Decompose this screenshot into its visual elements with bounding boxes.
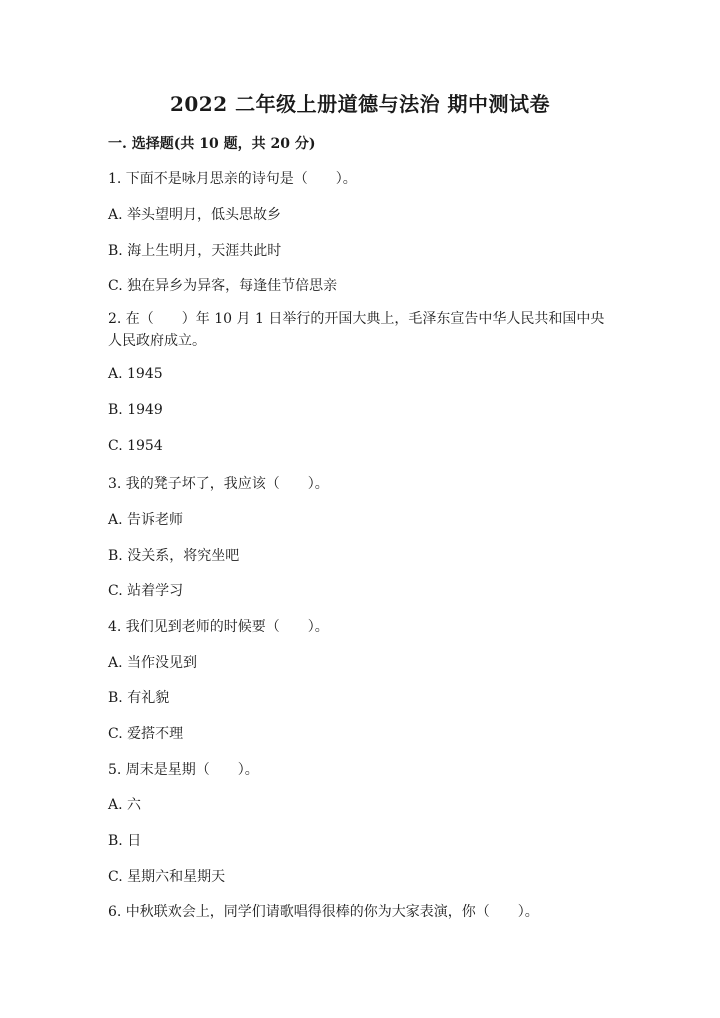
question-3-stem: 3. 我的凳子坏了，我应该（ ）。	[108, 476, 329, 492]
question-5-option-b: B. 日	[108, 833, 142, 849]
question-2-option-a: A. 1945	[108, 366, 163, 382]
question-5-option-c: C. 星期六和星期天	[108, 869, 226, 885]
question-5-option-a: A. 六	[108, 797, 142, 813]
question-4-stem: 4. 我们见到老师的时候要（ ）。	[108, 619, 329, 635]
question-3-option-a: A. 告诉老师	[108, 512, 184, 528]
section-heading: 一. 选择题(共 10 题，共 20 分)	[108, 136, 316, 152]
question-3-option-c: C. 站着学习	[108, 583, 184, 599]
question-1-stem: 1. 下面不是咏月思亲的诗句是（ ）。	[108, 171, 357, 187]
question-5-stem: 5. 周末是星期（ ）。	[108, 762, 259, 778]
page-title: 2022 二年级上册道德与法治 期中测试卷	[169, 92, 551, 116]
question-2-option-b: B. 1949	[108, 402, 163, 418]
question-1-option-c: C. 独在异乡为异客，每逢佳节倍思亲	[108, 278, 338, 294]
question-1-option-b: B. 海上生明月，天涯共此时	[108, 243, 282, 259]
question-1-option-a: A. 举头望明月，低头思故乡	[108, 207, 282, 223]
question-4-option-b: B. 有礼貌	[108, 690, 170, 706]
question-3-option-b: B. 没关系，将究坐吧	[108, 548, 240, 564]
question-6-stem: 6. 中秋联欢会上，同学们请歌唱得很棒的你为大家表演，你（ ）。	[108, 904, 539, 920]
question-4-option-c: C. 爱搭不理	[108, 726, 184, 742]
question-4-option-a: A. 当作没见到	[108, 655, 198, 671]
question-2-stem: 2. 在（ ）年 10 月 1 日举行的开国大典上，毛泽东宣告中华人民共和国中央人民政府成立。	[108, 311, 605, 349]
question-2-option-c: C. 1954	[108, 438, 163, 454]
